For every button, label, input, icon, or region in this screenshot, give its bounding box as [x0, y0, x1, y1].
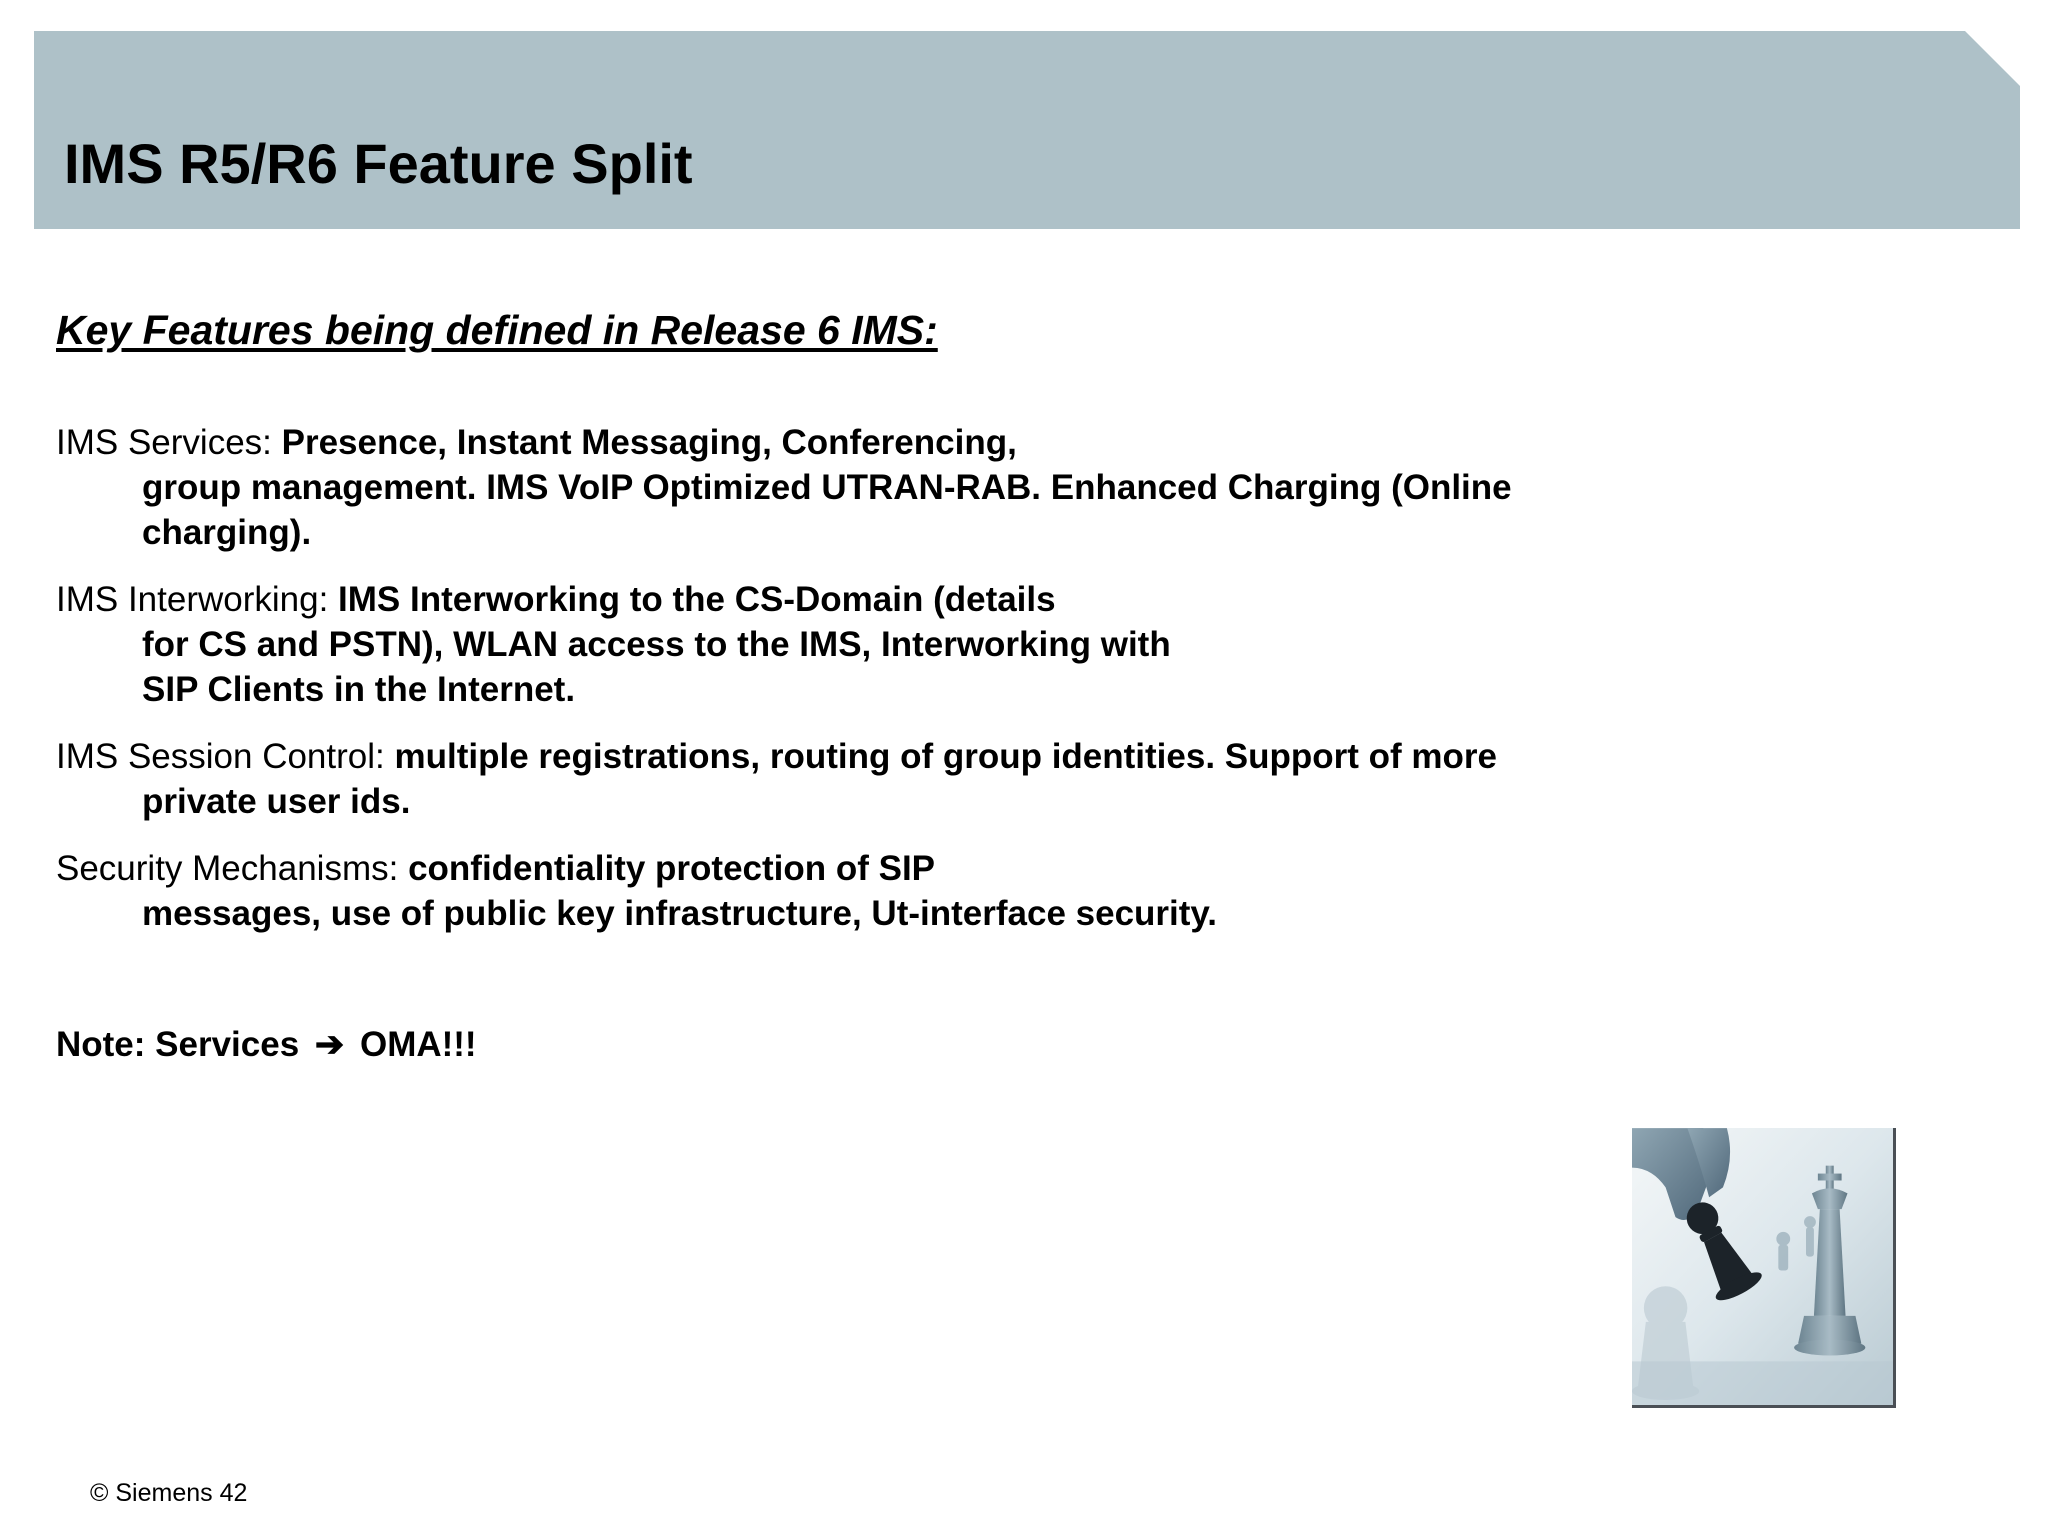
footer-copyright: © Siemens 42	[90, 1479, 248, 1507]
feature-item-ims-session-control	[56, 734, 1636, 824]
feature-text-continuation: messages, use of public key infrastructure, Ut-interface security.	[142, 894, 1218, 933]
note	[56, 1022, 477, 1067]
feature-text-continuation: group management. IMS VoIP Optimized UTRAN-RAB. Enhanced Charging (Online	[142, 468, 1512, 507]
feature-item-ims-services	[56, 420, 1636, 555]
section-heading: Key Features being defined in Release 6 IMS:	[56, 307, 938, 353]
feature-text-continuation: SIP Clients in the Internet.	[142, 670, 576, 709]
feature-text: IMS Interworking to the CS-Domain (details	[338, 580, 1056, 619]
feature-label: IMS Session Control:	[56, 737, 385, 776]
feature-label: IMS Services:	[56, 423, 272, 462]
feature-text: Presence, Instant Messaging, Conferencing,	[281, 423, 1017, 462]
note-prefix: Note: Services	[56, 1025, 300, 1064]
chess-illustration	[1632, 1128, 1893, 1405]
feature-text-continuation: private user ids.	[142, 782, 411, 821]
feature-text-continuation: for CS and PSTN), WLAN access to the IMS, Interworking with	[142, 625, 1171, 664]
arrow-right-icon: ➔	[314, 1025, 345, 1064]
feature-list	[56, 420, 1636, 958]
feature-text: confidentiality protection of SIP	[408, 849, 936, 888]
feature-text-continuation: charging).	[142, 513, 312, 552]
chess-pieces-photo	[1632, 1128, 1896, 1408]
feature-item-security-mechanisms	[56, 846, 1636, 936]
feature-item-ims-interworking	[56, 577, 1636, 712]
slide-title: IMS R5/R6 Feature Split	[64, 132, 693, 195]
note-suffix: OMA!!!	[359, 1025, 477, 1064]
feature-label: Security Mechanisms:	[56, 849, 399, 888]
feature-text: multiple registrations, routing of group identities. Support of more	[394, 737, 1497, 776]
feature-label: IMS Interworking:	[56, 580, 329, 619]
